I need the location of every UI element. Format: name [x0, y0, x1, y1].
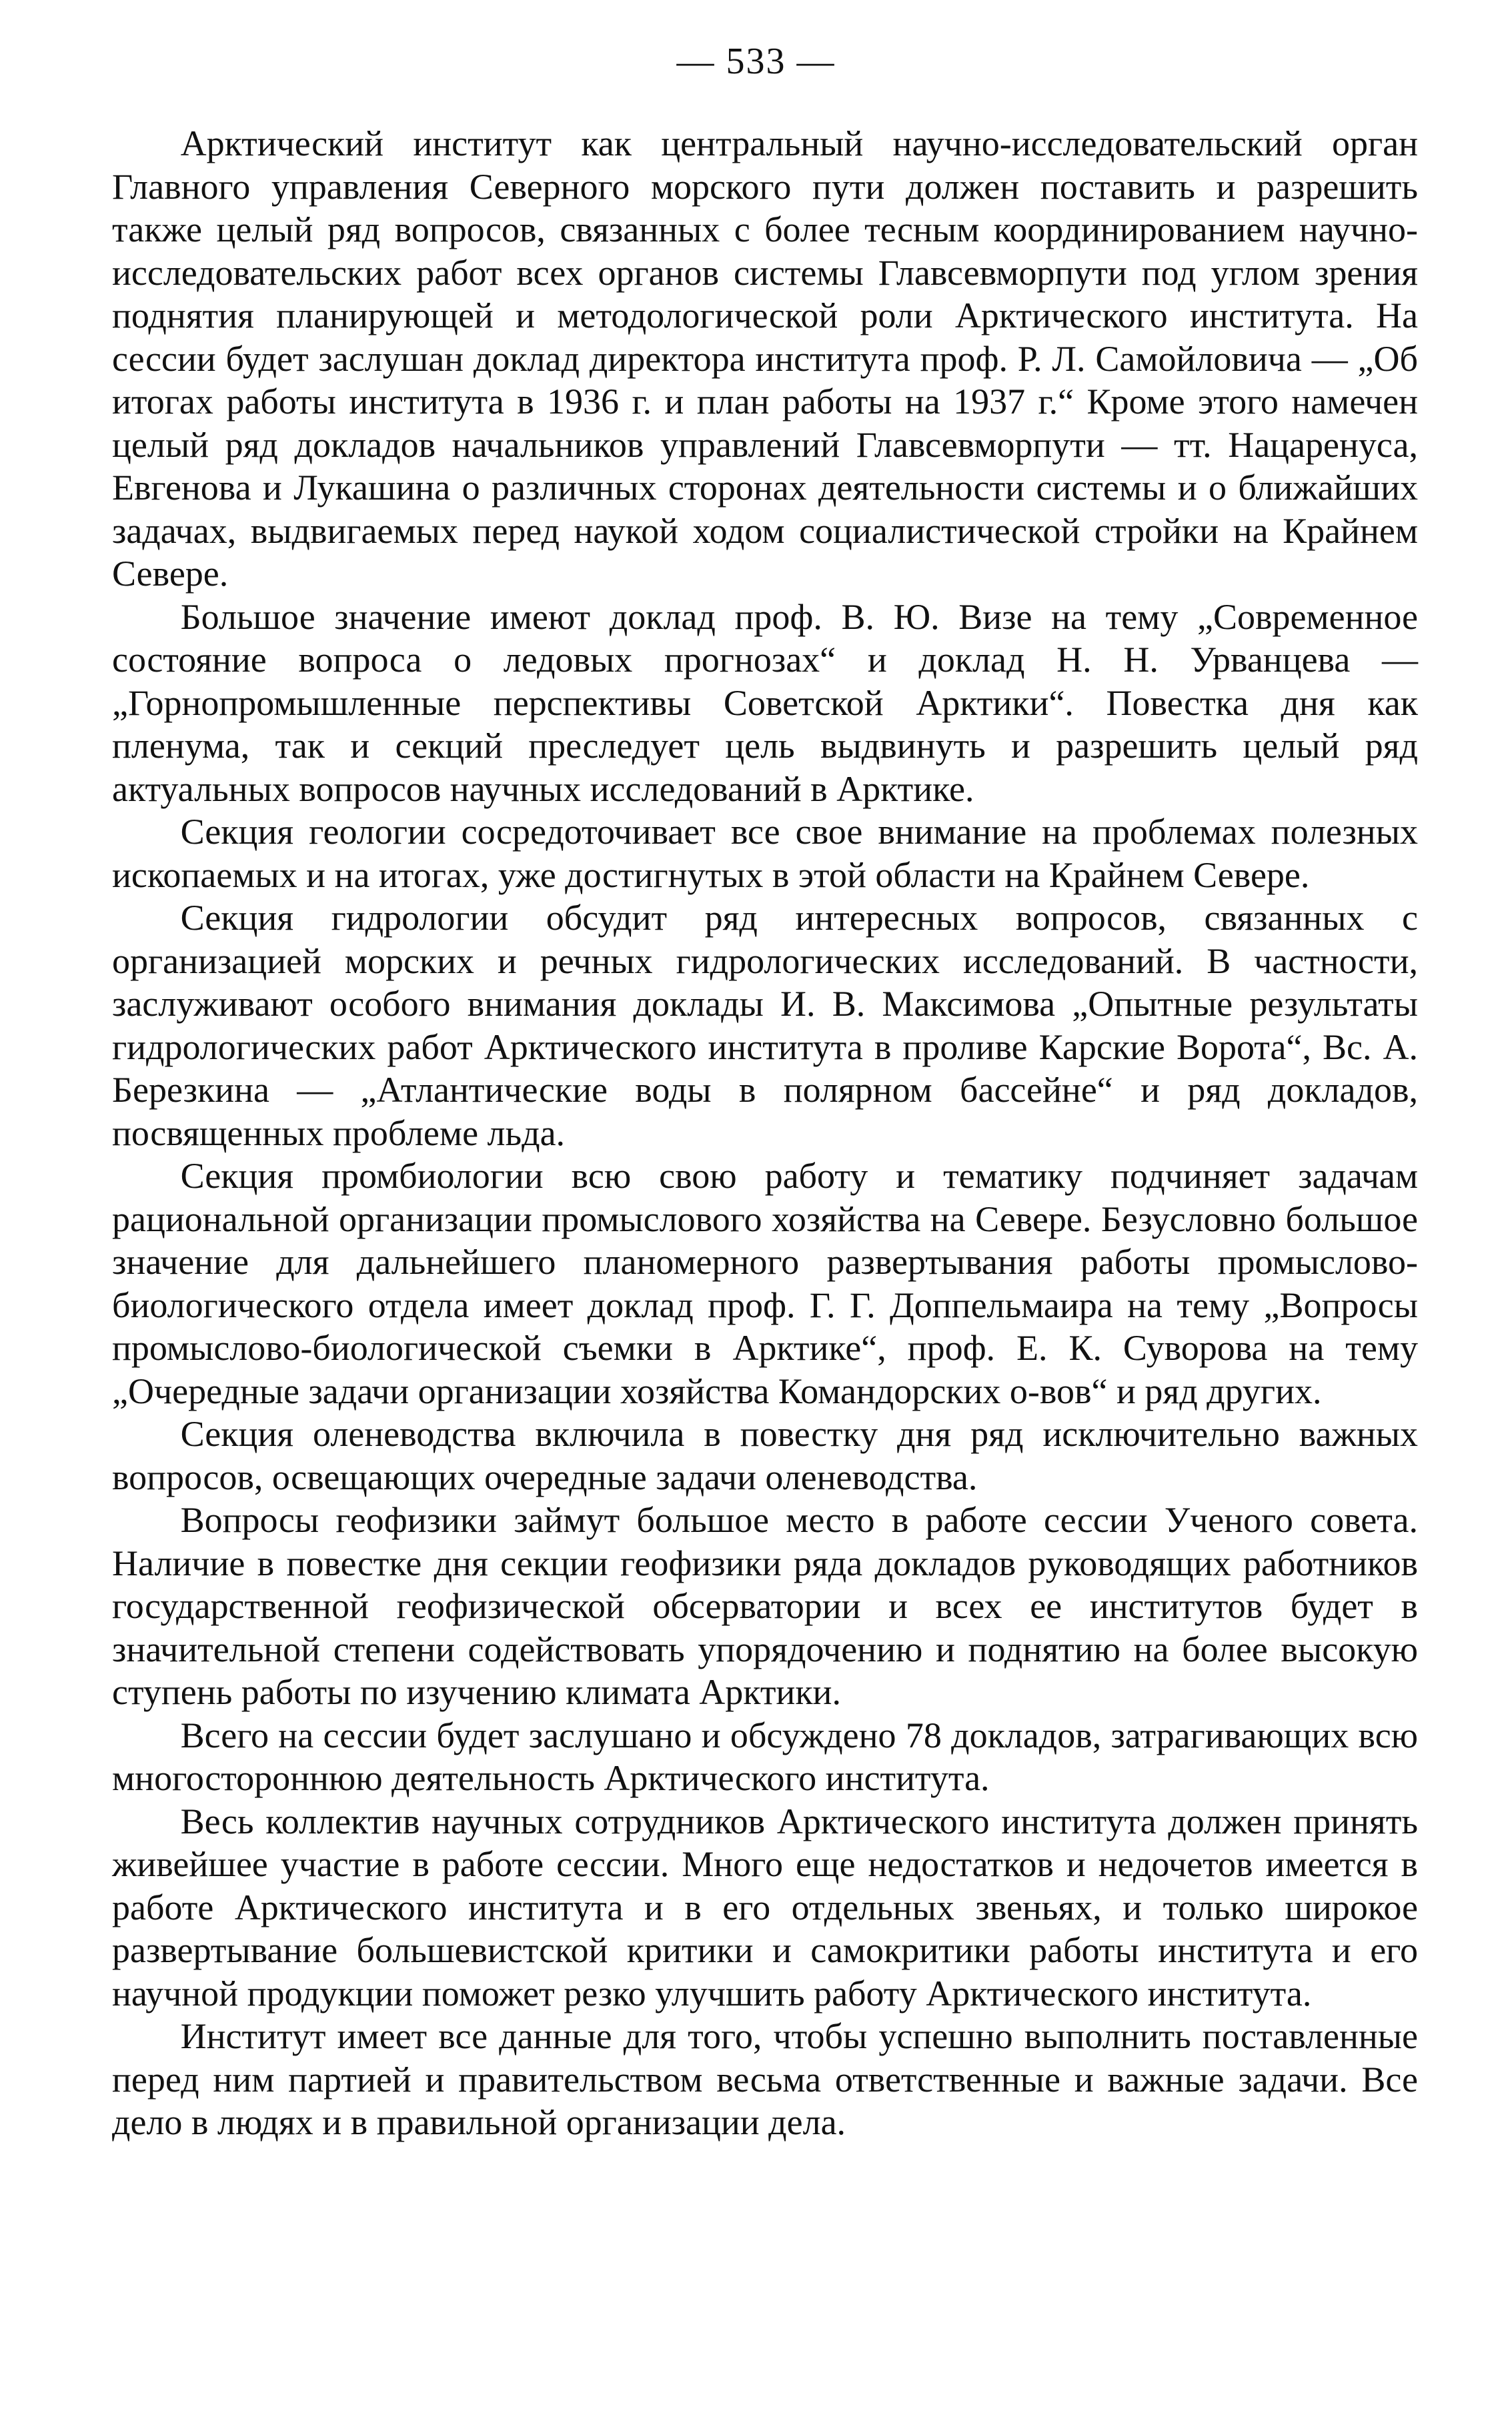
page-number: — 533 — [676, 41, 836, 82]
paragraph: Весь коллектив научных сотрудников Арктического института должен принять живейшее участие в работе сессии. Много еще недостатков и недочетов имеется в работе Арктического института и в его отдельных звеньях, и только широкое развертывание большевистской критики и самокритики работы института и его научной продукции поможет резко улучшить работу Арктического института. [112, 1801, 1418, 2013]
paragraph: Институт имеет все данные для того, чтобы успешно выполнить поставленные перед ним партией и правительством весьма ответственные и важные задачи. Все дело в людях и в правильной организации дела. [112, 2016, 1418, 2142]
paragraph: Арктический институт как центральный научно-исследовательский орган Главного управления Северного морского пути должен поставить и разрешить также целый ряд вопросов, связанных с более тесным координированием научно-исследовательских работ всех органов системы Главсевморпути под углом зрения поднятия планирующей и методологической роли Арктического института. На сессии будет заслушан доклад директора института проф. Р. Л. Самойловича — „Об итогах работы института в 1936 г. и план работы на 1937 г.“ Кроме этого намечен целый ряд докладов начальников управлений Главсевморпути — тт. Нацаренуса, Евгенова и Лукашина о различных сторонах деятельности системы и о ближайших задачах, выдвигаемых перед наукой ходом социалистической стройки на Крайнем Севере. [112, 123, 1418, 594]
paragraph: Всего на сессии будет заслушано и обсуждено 78 докладов, затрагивающих всю многостороннюю деятельность Арктического института. [112, 1715, 1418, 1798]
article-body [112, 122, 1418, 2144]
paragraph: Вопросы геофизики займут большое место в работе сессии Ученого совета. Наличие в повестке дня секции геофизики ряда докладов руководящих работников государственной геофизической обсерватории и всех ее институтов будет в значительной степени содействовать упорядочению и поднятию на более высокую ступень работы по изучению климата Арктики. [112, 1500, 1418, 1712]
paragraph: Секция оленеводства включила в повестку дня ряд исключительно важных вопросов, освещающих очередные задачи оленеводства. [112, 1414, 1418, 1497]
paragraph: Секция промбиологии всю свою работу и тематику подчиняет задачам рациональной организации промыслового хозяйства на Севере. Безусловно большое значение для дальнейшего планомерного развертывания работы промыслово-биологического отдела имеет доклад проф. Г. Г. Доппельмаира на тему „Вопросы промыслово-биологической съемки в Арктике“, проф. Е. К. Суворова на тему „Очередные задачи организации хозяйства Командорских о-вов“ и ряд других. [112, 1156, 1418, 1411]
paragraph: Секция геологии сосредоточивает все свое внимание на проблемах полезных ископаемых и на итогах, уже достигнутых в этой области на Крайнем Севере. [112, 812, 1418, 895]
paragraph: Секция гидрологии обсудит ряд интересных вопросов, связанных с организацией морских и речных гидрологических исследований. В частности, заслуживают особого внимания доклады И. В. Максимова „Опытные результаты гидрологических работ Арктического института в проливе Карские Ворота“, Вс. А. Березкина — „Атлантические воды в полярном бассейне“ и ряд докладов, посвященных проблеме льда. [112, 898, 1418, 1153]
paragraph: Большое значение имеют доклад проф. В. Ю. Визе на тему „Современное состояние вопроса о ледовых прогнозах“ и доклад Н. Н. Урванцева — „Горнопромышленные перспективы Советской Арктики“. Повестка дня как пленума, так и секций преследует цель выдвинуть и разрешить целый ряд актуальных вопросов научных исследований в Арктике. [112, 596, 1418, 809]
